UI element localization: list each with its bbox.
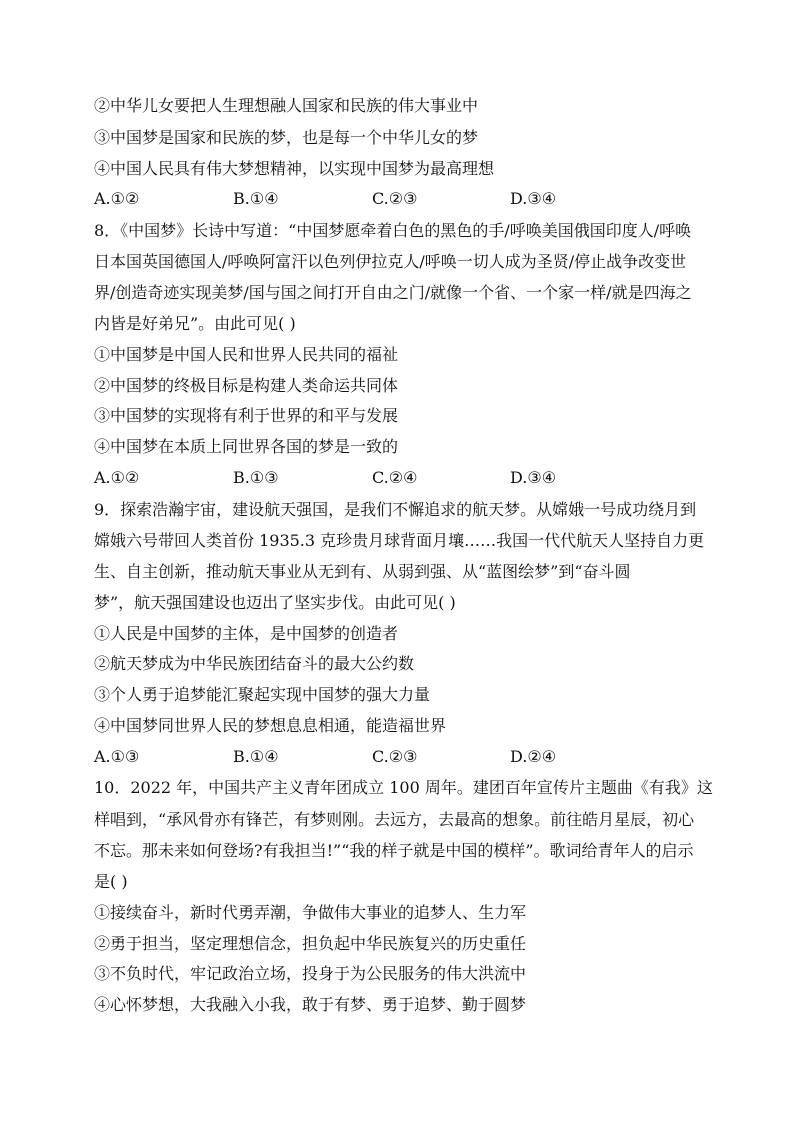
q8-stem-line: 内皆是好弟兄”。由此可见( ) (94, 314, 296, 333)
q9-statement-2: ②航天梦成为中华民族团结奋斗的最大公约数 (94, 654, 415, 673)
q7-statement-3: ③中国梦是国家和民族的梦，也是每一个中华儿女的梦 (94, 128, 479, 147)
q9-option-a: A.①③ (94, 747, 140, 766)
q8-stem-line: 8．《中国梦》长诗中写道：“中国梦愿牵着白色的黑色的手/呼唤美国俄国印度人/呼唤 (94, 221, 692, 240)
q9-stem-line: 9．探索浩瀚宇宙，建设航天强国，是我们不懈追求的航天梦。从嫦娥一号成功绕月到 (94, 500, 697, 519)
q9-statement-1: ①人民是中国梦的主体，是中国梦的创造者 (94, 624, 399, 643)
q10-stem-line: 不忘。那未来如何登场?有我担当!”“我的样子就是中国的模样”。歌词给青年人的启示 (94, 841, 694, 860)
q9-option-c: C.②③ (372, 747, 418, 766)
q9-option-d: D.②④ (510, 747, 557, 766)
q10-statement-4: ④心怀梦想，大我融入小我，敢于有梦、勇于追梦、勤于圆梦 (94, 995, 527, 1014)
q9-statement-3: ③个人勇于追梦能汇聚起实现中国梦的强大力量 (94, 685, 431, 704)
q8-statement-2: ②中国梦的终极目标是构建人类命运共同体 (94, 376, 399, 395)
q10-statement-3: ③不负时代，牢记政治立场，投身于为公民服务的伟大洪流中 (94, 964, 527, 983)
q7-statement-2: ②中华儿女要把人生理想融人国家和民族的伟大事业中 (94, 96, 479, 115)
q8-option-a: A.①② (94, 468, 140, 487)
q10-stem-line: 样唱到，“承风骨亦有锋芒，有梦则刚。去远方，去最高的想象。前往皓月星辰，初心 (94, 810, 695, 829)
q8-statement-1: ①中国梦是中国人民和世界人民共同的福祉 (94, 345, 399, 364)
q9-stem-line: 梦”，航天强国建设也迈出了坚实步伐。由此可见( ) (94, 593, 456, 612)
q8-option-c: C.②④ (372, 468, 418, 487)
q8-statement-4: ④中国梦在本质上同世界各国的梦是一致的 (94, 437, 399, 456)
q8-stem-line: 界/创造奇迹实现美梦/国与国之间打开自由之门/就像一个省、一个家一样/就是四海之 (94, 283, 692, 302)
q8-stem-line: 日本国英国德国人/呼唤阿富汗以色列伊拉克人/呼唤一切人成为圣贤/停止战争改变世 (94, 252, 687, 271)
q8-option-b: B.①③ (233, 468, 279, 487)
q8-option-d: D.③④ (510, 468, 557, 487)
q10-statement-2: ②勇于担当，坚定理想信念，担负起中华民族复兴的历史重任 (94, 934, 527, 953)
q10-stem-line: 10．2022 年，中国共产主义青年团成立 100 周年。建团百年宣传片主题曲《有我》这 (94, 778, 713, 797)
q7-statement-4: ④中国人民具有伟大梦想精神，以实现中国梦为最高理想 (94, 159, 495, 178)
q9-option-b: B.①④ (233, 747, 279, 766)
q8-statement-3: ③中国梦的实现将有利于世界的和平与发展 (94, 406, 399, 425)
q7-option-d: D.③④ (510, 189, 557, 208)
q7-option-a: A.①② (94, 189, 140, 208)
q9-statement-4: ④中国梦同世界人民的梦想息息相通，能造福世界 (94, 716, 447, 735)
q7-option-b: B.①④ (233, 189, 279, 208)
q10-stem-line: 是( ) (94, 872, 128, 891)
q9-stem-line: 嫦娥六号带回人类首份 1935.3 克珍贵月球背面月壤……我国一代代航天人坚持自力更 (94, 531, 705, 550)
q7-option-c: C.②③ (372, 189, 418, 208)
q9-stem-line: 生、自主创新，推动航天事业从无到有、从弱到强、从“蓝图绘梦”到“奋斗圆 (94, 562, 631, 581)
q10-statement-1: ①接续奋斗，新时代勇弄潮，争做伟大事业的追梦人、生力军 (94, 903, 527, 922)
